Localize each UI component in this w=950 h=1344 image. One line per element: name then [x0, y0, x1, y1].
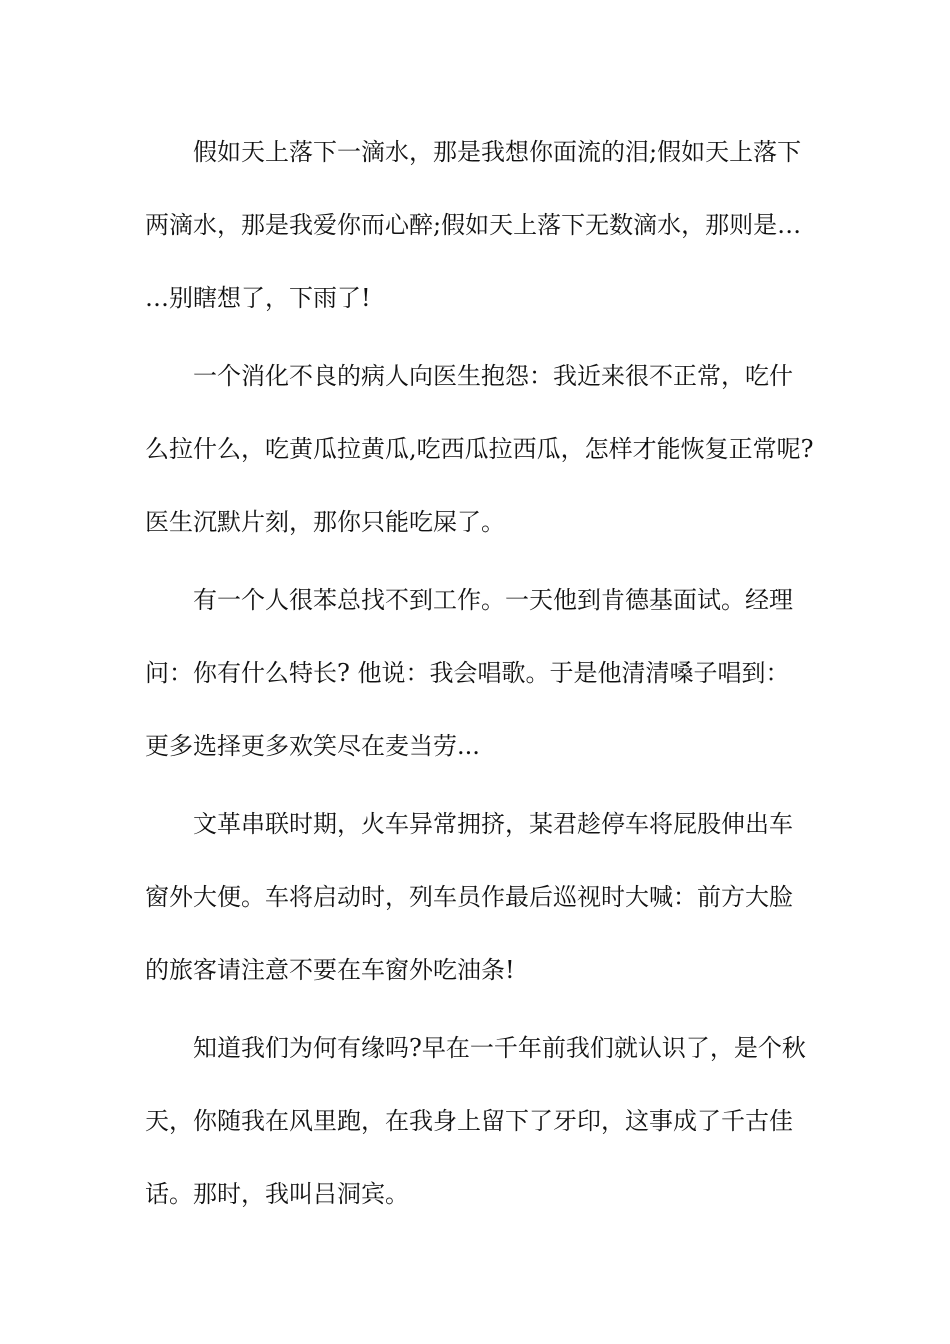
- paragraph-line: 假如天上落下一滴水，那是我想你面流的泪;假如天上落下: [193, 138, 802, 166]
- paragraph-line: 窗外大便。车将启动时，列车员作最后巡视时大喊：前方大脸: [145, 883, 793, 911]
- paragraph-line: 话。那时，我叫吕洞宾。: [145, 1180, 409, 1208]
- paragraph-line: 知道我们为何有缘吗?早在一千年前我们就认识了，是个秋: [193, 1034, 806, 1062]
- paragraph-line: 有一个人很苯总找不到工作。一天他到肯德基面试。经理: [193, 586, 793, 614]
- paragraph-line: 么拉什么，吃黄瓜拉黄瓜,吃西瓜拉西瓜，怎样才能恢复正常呢?: [145, 435, 814, 463]
- paragraph-line: 医生沉默片刻，那你只能吃屎了。: [145, 508, 505, 536]
- paragraph-line: 更多选择更多欢笑尽在麦当劳...: [145, 732, 480, 760]
- paragraph-line: 文革串联时期，火车异常拥挤，某君趁停车将屁股伸出车: [193, 810, 793, 838]
- paragraph-line: 天，你随我在风里跑，在我身上留下了牙印，这事成了千古佳: [145, 1107, 793, 1135]
- paragraph-3: [0, 580, 950, 800]
- paragraph-line: 的旅客请注意不要在车窗外吃油条!: [145, 956, 515, 984]
- paragraph-line: 两滴水，那是我爱你而心醉;假如天上落下无数滴水，那则是…: [145, 211, 802, 239]
- paragraph-4: [0, 804, 950, 1024]
- paragraph-5: [0, 1028, 950, 1248]
- paragraph-line: …别瞎想了，下雨了!: [145, 284, 371, 312]
- paragraph-line: 问：你有什么特长? 他说：我会唱歌。于是他清清嗓子唱到：: [145, 659, 790, 687]
- paragraph-2: [0, 356, 950, 576]
- paragraph-1: [0, 132, 950, 352]
- paragraph-line: 一个消化不良的病人向医生抱怨：我近来很不正常，吃什: [193, 362, 793, 390]
